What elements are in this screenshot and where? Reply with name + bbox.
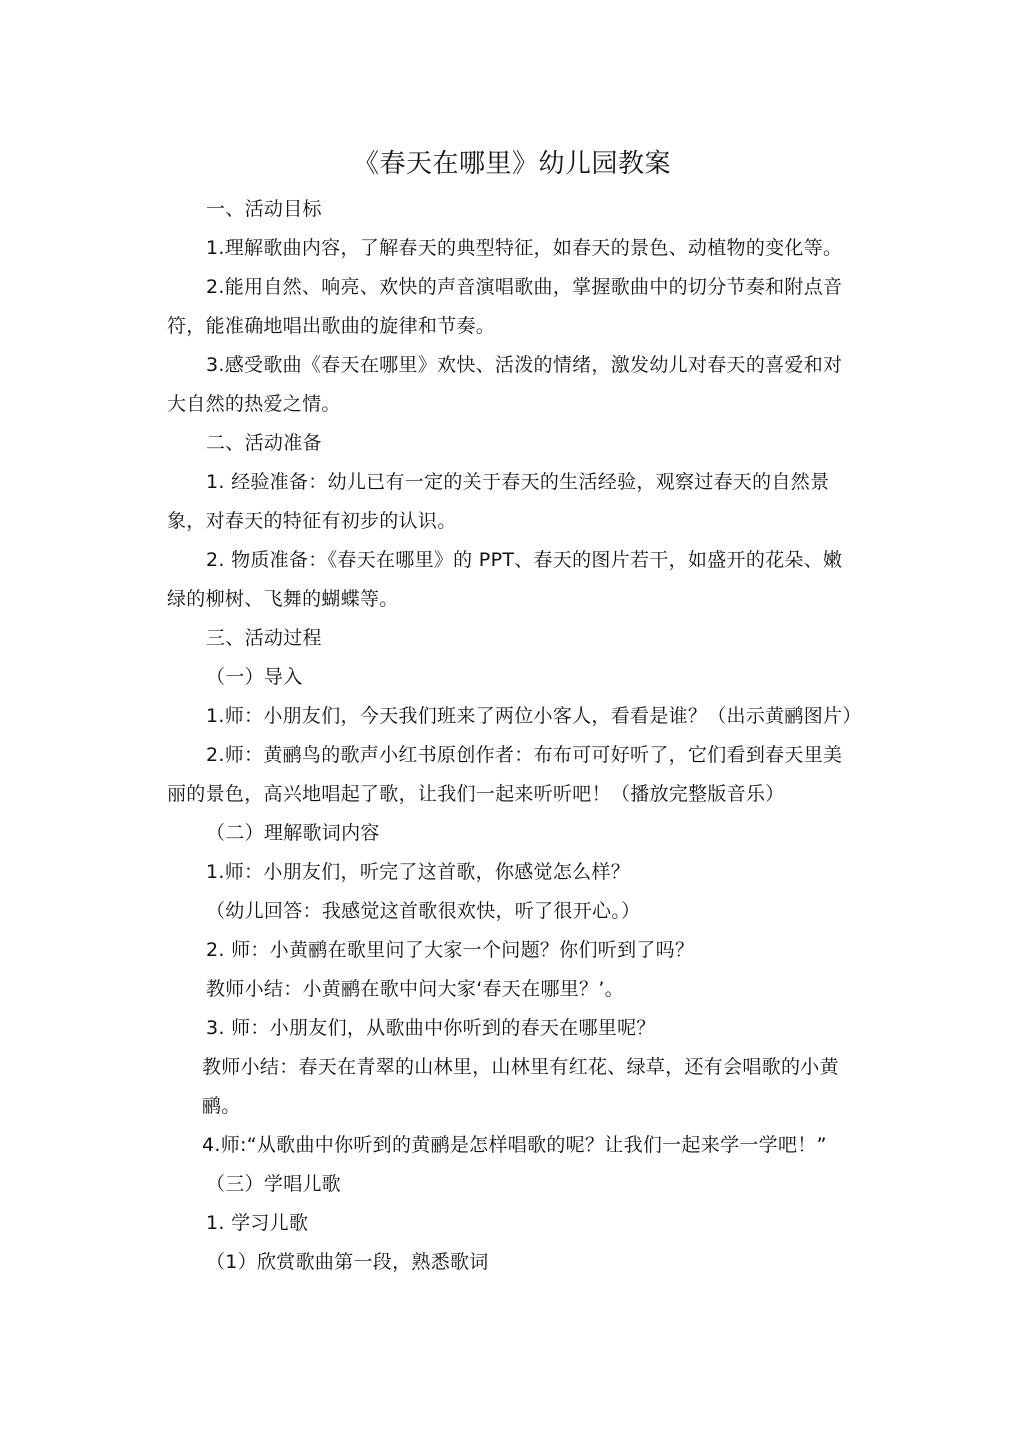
paragraph-line: 象，对春天的特征有初步的认识。	[167, 510, 457, 532]
paragraph-line: 符，能准确地唱出歌曲的旋律和节奏。	[167, 315, 496, 337]
paragraph-line: （1）欣赏歌曲第一段，熟悉歌词	[206, 1251, 489, 1273]
paragraph-line: 教师小结：春天在青翠的山林里，山林里有红花、绿草，还有会唱歌的小黄	[202, 1056, 839, 1078]
section-heading-preparation: 二、活动准备	[206, 432, 322, 454]
paragraph-line: 丽的景色，高兴地唱起了歌，让我们一起来听听吧！（播放完整版音乐）	[167, 783, 785, 805]
paragraph-line: 1.理解歌曲内容，了解春天的典型特征，如春天的景色、动植物的变化等。	[206, 237, 843, 259]
paragraph-line: 1.师：小朋友们，听完了这首歌，你感觉怎么样？	[206, 861, 631, 883]
paragraph-line: 鹂。	[202, 1095, 241, 1117]
subsection-heading: （一）导入	[206, 666, 303, 688]
paragraph-line: 2.能用自然、响亮、欢快的声音演唱歌曲，掌握歌曲中的切分节奏和附点音	[206, 276, 843, 298]
paragraph-line: 1. 学习儿歌	[206, 1212, 309, 1234]
paragraph-line: （幼儿回答：我感觉这首歌很欢快，听了很开心。）	[206, 900, 641, 922]
section-heading-process: 三、活动过程	[206, 627, 322, 649]
document-title: 《春天在哪里》幼儿园教案	[352, 149, 671, 179]
paragraph-line: 1.师：小朋友们，今天我们班来了两位小客人，看看是谁？（出示黄鹂图片）	[206, 705, 862, 727]
paragraph-line: 2. 师：小黄鹂在歌里问了大家一个问题？你们听到了吗？	[206, 939, 695, 961]
subsection-heading: （二）理解歌词内容	[206, 822, 380, 844]
paragraph-line: 2. 物质准备：《春天在哪里》的 PPT、春天的图片若干，如盛开的花朵、嫩	[206, 549, 843, 571]
paragraph-line: 绿的柳树、飞舞的蝴蝶等。	[167, 588, 399, 610]
section-heading-goals: 一、活动目标	[206, 198, 322, 220]
paragraph-line: 3. 师：小朋友们，从歌曲中你听到的春天在哪里呢？	[206, 1017, 656, 1039]
paragraph-line: 3.感受歌曲《春天在哪里》欢快、活泼的情绪，激发幼儿对春天的喜爱和对	[206, 354, 843, 376]
paragraph-line: 2.师：黄鹂鸟的歌声小红书原创作者：布布可可好听了，它们看到春天里美	[206, 744, 843, 766]
paragraph-line: 大自然的热爱之情。	[167, 393, 341, 415]
paragraph-line: 4.师:“从歌曲中你听到的黄鹂是怎样唱歌的呢？让我们一起来学一学吧！”	[202, 1134, 827, 1156]
paragraph-line: 教师小结：小黄鹂在歌中问大家‘春天在哪里？’。	[206, 978, 624, 1000]
paragraph-line: 1. 经验准备：幼儿已有一定的关于春天的生活经验，观察过春天的自然景	[206, 471, 830, 493]
subsection-heading: （三）学唱儿歌	[206, 1173, 342, 1195]
